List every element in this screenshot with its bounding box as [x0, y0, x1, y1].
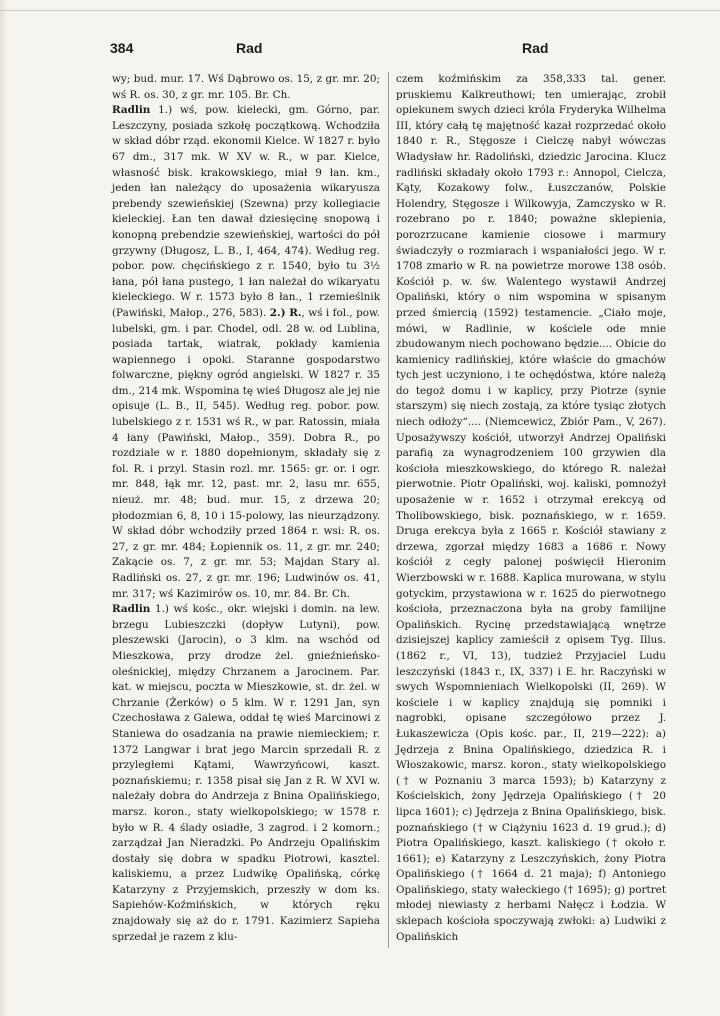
- entry-radlin-1: [112, 103, 380, 602]
- entry-continuation: czem koźmińskim za 358,333 tal. gener. pruskiemu Kalkreuthowi; ten umierając, zrobił opiekunem swych dzieci króla Fryderyka Wilhelma III, który całą tę majętność kazał rozprzedać około 1840 r. R., Stęgosze i Cielczę nabył wówczas Władysław hr. Radoliński, dziedzic Jarocina. Klucz radliński składały około 1793 r.: Annopol, Cielcza, Kąty, Kozakowy folw., Łuszczanów, Polskie Holendry, Stęgosze i Wilkowyja, Zamczysko w R. rozebrano po r. 1840; poważne sklepienia, porozrzucane kamienie ciosowe i marmury świadczyły o rozmiarach i wspaniałości jego. W r. 1708 zmarło w R. na powietrze morowe 138 osób. Kościół p. w. św. Walentego wystawił Andrzej Opaliński, który o nim wspomina w spisanym przed śmiercią (1592) testamencie. „Ciało moje, mówi, w Radlinie, w kościele ode mnie zbudowanym niech pochowano będzie.... Obicie do kamienicy radlińskiej, które właście do gmachów tych jest uczyniono, i te ochędóstwa, które należą do tegoż domu i w kaplicy, przy Piotrze (synie starszym) się niech zostają, za które tysiąc złotych niech odłoży“.... (Niemcewicz, Zbiór Pam., V, 267). Uposażywszy kościół, utworzył Andrzej Opaliński parafią za wynagrodzeniem 100 grzywien dla kościoła mieszkowskiego, do którego R. należał pierwotnie. Piotr Opaliński, woj. kaliski, pomnożył uposażenie w r. 1652 i otrzymał erekcyą od Tholibowskiego, bisk. poznańskiego, w r. 1659. Druga erekcya była z 1665 r. Kościół stawiany z drzewa, zgorzał między 1683 a 1686 r. Nowy kościół z cegły palonej poświęcił Hieronim Wierzbowski w r. 1688. Kaplica murowana, w stylu gotyckim, przystawiona w r. 1625 do pierwotnego kościoła, przeznaczona była na groby familijne Opalińskich. Rycinę przedstawiającą wnętrze dzisiejszej kaplicy zamieścił z opisem Tyg. Illus. (1862 r., VI, 13), tudzież Przyjaciel Ludu leszczyński (1843 r., IX, 337) i E. hr. Raczyński w swych Wspomnieniach Wielkopolski (II, 269). W kościele i w kaplicy znajdują się pomniki i nagrobki, opisane szczegółowo przez J. Łukaszewicza (Opis kośc. par., II, 219—222): a) Jędrzeja z Bnina Opalińskiego, dziedzica R. i Włoszakowic, marsz. koron., staty wielkopolskiego († w Poznaniu 3 marca 1593); b) Katarzyny z Kościelskich, żony Jędrzeja Opalińskiego († 20 lipca 1601); c) Jędrzeja z Bnina Opalińskiego, bisk. poznańskiego († w Ciążyniu 1623 d. 19 grud.); d) Piotra Opalińskiego, kaszt. kaliskiego († około r. 1661); e) Katarzyny z Leszczyńskich, żony Piotra Opalińskiego († 1664 d. 21 maja); f) Antoniego Opalińskiego, staty wałeckiego († 1695); g) portret młodej niewiasty z herbami Nałęcz i Łodzia. W sklepach kościoła spoczywają zwłoki: a) Ludwiki z Opalińskich: [396, 73, 666, 943]
- entry-subheadword: 2.) R.: [269, 306, 302, 319]
- entry-radlin-2: [112, 602, 380, 945]
- column-divider: [388, 72, 389, 948]
- running-header: [110, 40, 670, 60]
- entry-text: 1.) wś kośc., okr. wiejski i domin. na lew. brzegu Lubieszczki (dopływ Lutyni), pow. pleszewski (Jarocin), o 3 klm. na wschód od Mieszkowa, przy drodze żel. gnieźnieńsko-oleśnickiej, między Chrzanem a Jarocinem. Par. kat. w miejscu, poczta w Mieszkowie, st. dr. żel. w Chrzanie (Żerków) o 5 klm. W r. 1291 Jan, syn Czechosława z Galewa, oddał tę wieś Marcinowi z Staniewa do osadzania na prawie niemieckiem; r. 1372 Langwar i brat jego Marcin sprzedali R. z przyległemi Kątami, Wawrzyńcowi, kaszt. poznańskiemu; r. 1358 pisał się Jan z R. W XVI w. należały dobra do Andrzeja z Bnina Opalińskiego, marsz. koron., staty wielkopolskiego; w 1578 r. było w R. 4 ślady osiadłe, 3 zagrod. i 2 komorn.; zarządzał Jan Nieradzki. Po Andrzeju Opalińskim dostały się dobra w spadku Piotrowi, kasztel. kaliskiemu, a przez Ludwikę Opalińską, córkę Katarzyny z Przyjemskich, przeszły w dom ks. Sapiehów-Koźmińskich, w których ręku znajdowały się aż do r. 1791. Kazimierz Sapieha sprzedał je razem z klu-: [112, 603, 380, 943]
- paragraph-continuation: wy; bud. mur. 17. Wś Dąbrowo os. 15, z gr. mr. 20; wś R. os. 30, z gr. mr. 105. Br. Ch.: [112, 73, 380, 101]
- page-edge-shadow: [0, 0, 8, 1016]
- right-running-head: Rad: [522, 40, 549, 56]
- right-column: [396, 72, 666, 945]
- left-running-head: Rad: [236, 40, 263, 56]
- entry-headword: Radlin: [112, 104, 151, 117]
- scan-top-line: [0, 10, 720, 11]
- entry-text: 1.) wś, pow. kielecki, gm. Górno, par. Leszczyny, posiada szkołę początkową. Wchodziła w skład dóbr rząd. ekonomii Kielce. W 1827 r. było 67 dm., 317 mk. W XV w. R., w par. Kielce, własność bisk. krakowskiego, miał 9 łan. km., jeden łan należący do uposażenia wikaryusza prebendy szewieńskiej (Szewna) przy kollegiacie kieleckiej. Łan ten dawał dziesięcinę snopową i konopną prebendzie szewieńskiej, wartości do pół grzywny (Długosz, L. B., I, 464, 474). Według reg. pobor. pow. chęcińskiego z r. 1540, było tu 3½ łana, pół łana pustego, 1 łan należał do wikaryatu kieleckiego. W r. 1573 było 8 łan., 1 rzemieślnik (Pawiński, Małop., 276, 583).: [112, 104, 380, 319]
- left-column: [112, 72, 380, 945]
- entry-headword: Radlin: [112, 603, 151, 616]
- entry-subtext: , wś i fol., pow. lubelski, gm. i par. Chodel, odl. 28 w. od Lublina, posiada tartak, wiatrak, pokłady kamienia wapiennego i opoki. Staranne gospodarstwo folwarczne, piękny ogród angielski. W 1827 r. 35 dm., 214 mk. Wspomina tę wieś Długosz ale jej nie opisuje (L. B., II, 545). Według reg. pobor. pow. lubelskiego z r. 1531 wś R., w par. Ratossin, miała 4 łany (Pawiński, Małop., 359). Dobra R., po rozdziale w r. 1880 dopełnionym, składały się z fol. R. i przyl. Stasin rozl. mr. 1565: gr. or. i ogr. mr. 848, łąk mr. 12, past. mr. 2, lasu mr. 655, nieuż. mr. 48; bud. mur. 15, z drzewa 20; płodozmian 6, 8, 10 i 15-polowy, las nieurządzony. W skład dóbr wchodziły przed 1864 r. wsi: R. os. 27, z gr. mr. 484; Łopiennik os. 11, z gr. mr. 240; Zakącie os. 7, z gr. mr. 53; Majdan Stary al. Radliński os. 27, z gr. mr. 196; Ludwinów os. 41, mr. 317; wś Kazimirów os. 10, mr. 84. Br. Ch.: [112, 306, 380, 600]
- page-number: 384: [110, 40, 134, 56]
